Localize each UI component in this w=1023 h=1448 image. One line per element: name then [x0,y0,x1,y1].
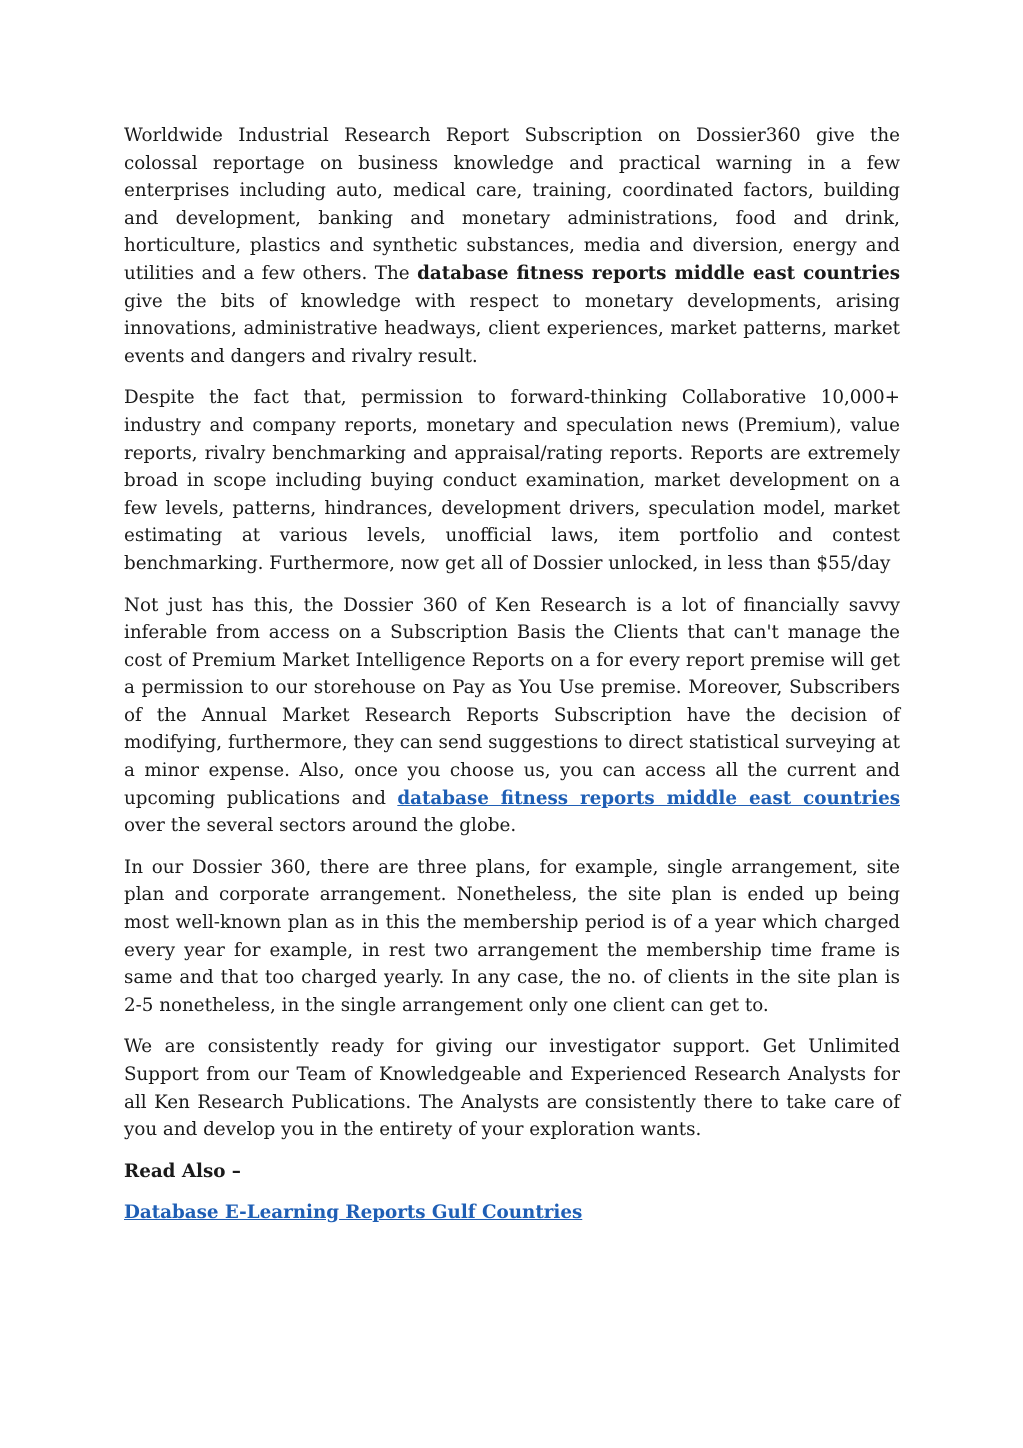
document-page [124,122,900,1227]
paragraph-intro [124,122,900,370]
paragraph-intro-text-start: Worldwide Industrial Research Report Subscription on Dossier360 give the colossal reportage on business knowledge and practical warning in a few enterprises including auto, medical care, training, coordinated factors, building and development, banking and monetary administrations, food and drink, horticulture, plastics and synthetic substances, media and diversion, energy and utilities and a few others. The [124,125,900,284]
paragraph-analyst-support: We are consistently ready for giving our investigator support. Get Unlimited Support from our Team of Knowledgeable and Experienced Research Analysts for all Ken Research Publications. The Analysts are consistently there to take care of you and develop you in the entirety of your exploration wants. [124,1036,900,1141]
elearning-reports-link[interactable]: Database E-Learning Reports Gulf Countries [124,1202,583,1224]
paragraph-plans: In our Dossier 360, there are three plans, for example, single arrangement, site plan and corporate arrangement. Nonetheless, the site plan is ended up being most well-known plan as in this the membership period is of a year which charged every year for example, in rest two arrangement the membership time frame is same and that too charged yearly. In any case, the no. of clients in the site plan is 2-5 nonetheless, in the single arrangement only one client can get to. [124,856,900,1016]
paragraph-intro-text-end: give the bits of knowledge with respect to monetary developments, arising innovations, administrative headways, client experiences, market patterns, market events and dangers and rivalry result. [124,290,900,367]
read-also-link-wrapper [124,1199,900,1227]
fitness-reports-link[interactable]: database fitness reports middle east countries [397,787,900,809]
paragraph-collaborative-reports: Despite the fact that, permission to forward-thinking Collaborative 10,000+ industry and company reports, monetary and speculation news (Premium), value reports, rivalry benchmarking and appraisal/rating reports. Reports are extremely broad in scope including buying conduct examination, market development on a few levels, patterns, hindrances, development drivers, speculation model, market estimating at various levels, unofficial laws, item portfolio and contest benchmarking. Furthermore, now get all of Dossier unlocked, in less than $55/day [124,387,900,574]
paragraph-subscription-text-start: Not just has this, the Dossier 360 of Ken Research is a lot of financially savvy inferable from access on a Subscription Basis the Clients that can't manage the cost of Premium Market Intelligence Reports on a for every report premise will get a permission to our storehouse on Pay as You Use premise. Moreover, Subscribers of the Annual Market Research Reports Subscription have the decision of modifying, furthermore, they can send suggestions to direct statistical surveying at a minor expense. Also, once you choose us, you can access all the current and upcoming publications and [124,594,900,809]
bold-keyword: database fitness reports middle east countries [417,262,900,284]
paragraph-subscription-text-end: over the several sectors around the globe. [124,815,517,837]
read-also-heading: Read Also – [124,1160,241,1182]
paragraph-subscription-basis [124,592,900,840]
